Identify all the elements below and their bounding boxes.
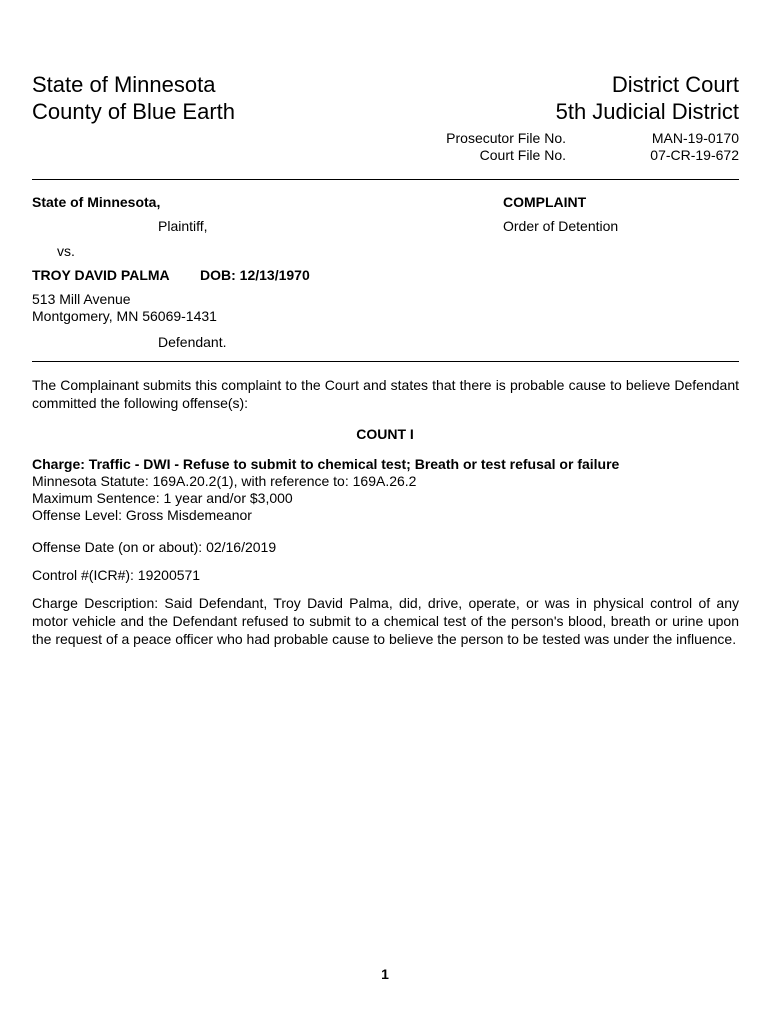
court-file-number: 07-CR-19-672 bbox=[650, 147, 739, 163]
district-name: 5th Judicial District bbox=[555, 99, 739, 124]
page-number: 1 bbox=[381, 966, 389, 982]
address-line-1: 513 Mill Avenue bbox=[32, 291, 131, 307]
address-line-2: Montgomery, MN 56069-1431 bbox=[32, 308, 217, 324]
charge-details bbox=[32, 456, 619, 524]
offense-level-line: Offense Level: Gross Misdemeanor bbox=[32, 507, 252, 523]
versus-label: vs. bbox=[57, 243, 75, 259]
defendant-name: TROY DAVID PALMA bbox=[32, 267, 170, 283]
offense-date-line: Offense Date (on or about): 02/16/2019 bbox=[32, 539, 277, 555]
max-sentence-line: Maximum Sentence: 1 year and/or $3,000 bbox=[32, 490, 293, 506]
file-number-values bbox=[650, 130, 739, 164]
court-file-label: Court File No. bbox=[479, 147, 566, 163]
plaintiff-role: Plaintiff, bbox=[158, 218, 208, 234]
jurisdiction-header bbox=[32, 71, 235, 125]
county-name: County of Blue Earth bbox=[32, 99, 236, 124]
court-header bbox=[556, 71, 739, 125]
charge-description: Charge Description: Said Defendant, Troy David Palma, did, drive, operate, or was in physical control of any motor vehicle and the Defendant refused to submit to a chemical test of the person's blood, breath or urine upon the request of a peace officer who had probable cause to believe the person to be tested was under the influence. bbox=[32, 595, 739, 647]
statute-line: Minnesota Statute: 169A.20.2(1), with reference to: 169A.26.2 bbox=[32, 473, 417, 489]
defendant-address bbox=[32, 291, 217, 325]
caption-divider bbox=[32, 361, 739, 362]
charge-title: Charge: Traffic - DWI - Refuse to submit to chemical test; Breath or test refusal or failure bbox=[32, 456, 620, 472]
document-subtitle: Order of Detention bbox=[503, 218, 619, 234]
file-number-labels bbox=[400, 130, 566, 164]
top-divider bbox=[32, 179, 739, 180]
control-number-line: Control #(ICR#): 19200571 bbox=[32, 567, 201, 583]
defendant-dob: DOB: 12/13/1970 bbox=[200, 267, 310, 283]
court-name: District Court bbox=[611, 72, 739, 97]
state-name: State of Minnesota bbox=[32, 72, 216, 97]
intro-paragraph: The Complainant submits this complaint to the Court and states that there is probable cause to believe Defendant committed the following offense(s): bbox=[32, 377, 739, 411]
plaintiff-name: State of Minnesota, bbox=[32, 194, 161, 210]
prosecutor-file-label: Prosecutor File No. bbox=[446, 130, 566, 146]
document-title: COMPLAINT bbox=[503, 194, 587, 210]
count-heading: COUNT I bbox=[356, 426, 414, 442]
prosecutor-file-number: MAN-19-0170 bbox=[651, 130, 739, 146]
defendant-role: Defendant. bbox=[158, 334, 227, 350]
